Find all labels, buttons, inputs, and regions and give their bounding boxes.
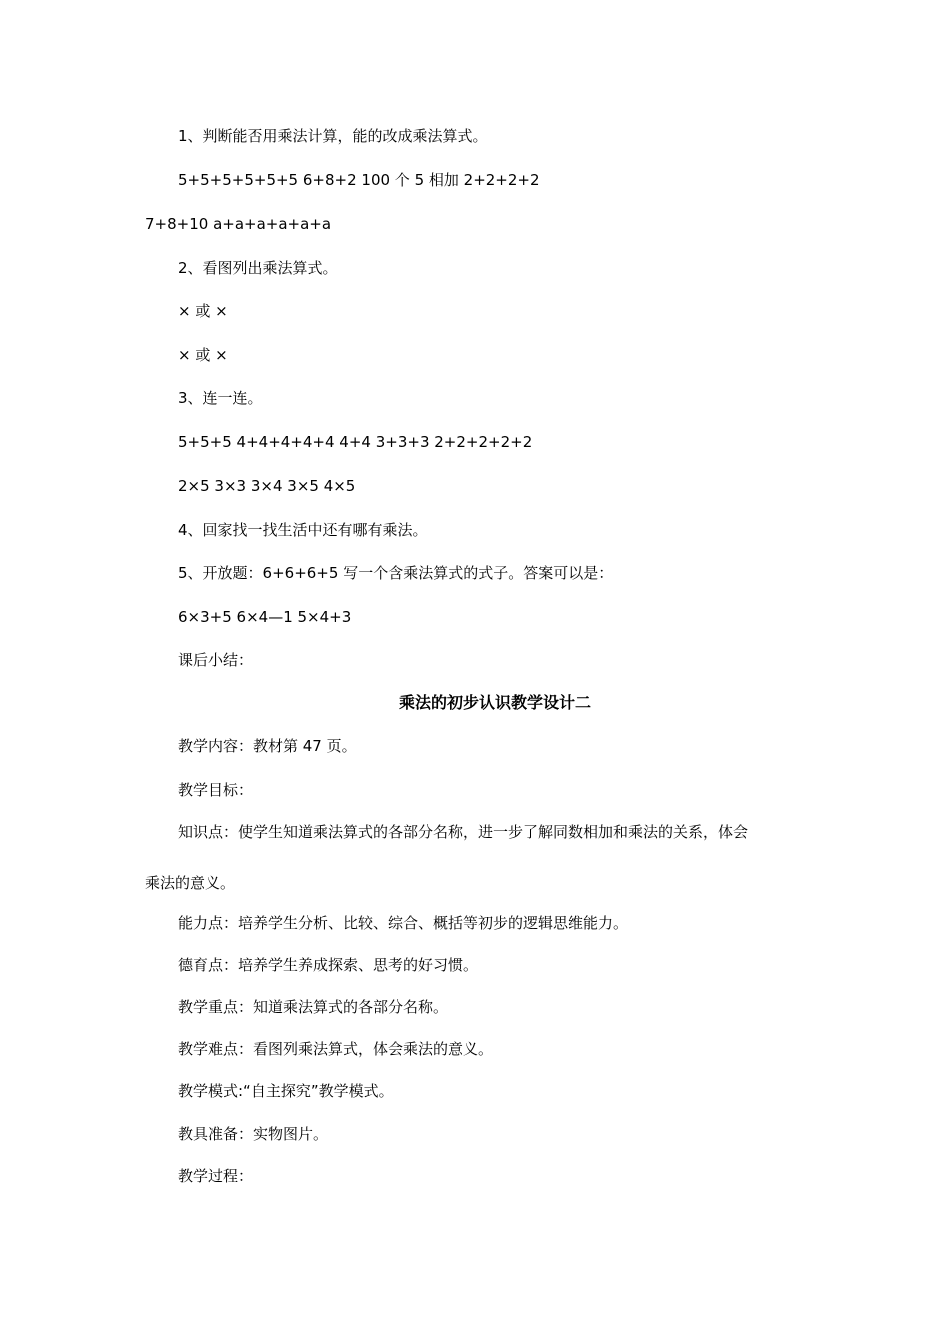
teaching-mode: 教学模式:“自主探究”教学模式。 [178, 1082, 394, 1100]
exercise-5-prompt: 5、开放题：6+6+6+5 写一个含乘法算式的式子。答案可以是： [178, 564, 614, 582]
exercise-5-answers: 6×3+5 6×4—1 5×4+3 [178, 608, 352, 626]
teaching-aids: 教具准备：实物图片。 [178, 1125, 329, 1143]
ability-point: 能力点：培养学生分析、比较、综合、概括等初步的逻辑思维能力。 [178, 914, 629, 932]
exercise-2-answer-row2: × 或 × [178, 346, 228, 364]
section-title: 乘法的初步认识教学设计二 [398, 693, 591, 712]
exercise-4-prompt: 4、回家找一找生活中还有哪有乘法。 [178, 521, 428, 539]
exercise-2-answer-row1: × 或 × [178, 302, 228, 320]
exercise-1-prompt: 1、判断能否用乘法计算，能的改成乘法算式。 [178, 127, 488, 145]
exercise-3-prompt: 3、连一连。 [178, 389, 263, 407]
exercise-1-items-row2: 7+8+10 a+a+a+a+a+a [145, 215, 332, 233]
moral-point: 德育点：培养学生养成探索、思考的好习惯。 [178, 956, 479, 974]
teaching-content: 教学内容：教材第 47 页。 [178, 737, 357, 755]
exercise-2-prompt: 2、看图列出乘法算式。 [178, 259, 338, 277]
summary-label: 课后小结： [178, 651, 254, 669]
exercise-1-items-row1: 5+5+5+5+5+5 6+8+2 100 个 5 相加 2+2+2+2 [178, 171, 540, 189]
exercise-3-products-row: 2×5 3×3 3×4 3×5 4×5 [178, 477, 356, 495]
teaching-goals-label: 教学目标： [178, 781, 254, 799]
exercise-3-sums-row: 5+5+5 4+4+4+4+4 4+4 3+3+3 2+2+2+2+2 [178, 433, 533, 451]
teaching-process-label: 教学过程： [178, 1167, 254, 1185]
knowledge-point-line1: 知识点：使学生知道乘法算式的各部分名称，进一步了解同数相加和乘法的关系，体会 [178, 823, 749, 841]
teaching-focus: 教学重点：知道乘法算式的各部分名称。 [178, 998, 449, 1016]
teaching-difficulty: 教学难点：看图列乘法算式，体会乘法的意义。 [178, 1040, 494, 1058]
knowledge-point-line2: 乘法的意义。 [145, 874, 236, 892]
